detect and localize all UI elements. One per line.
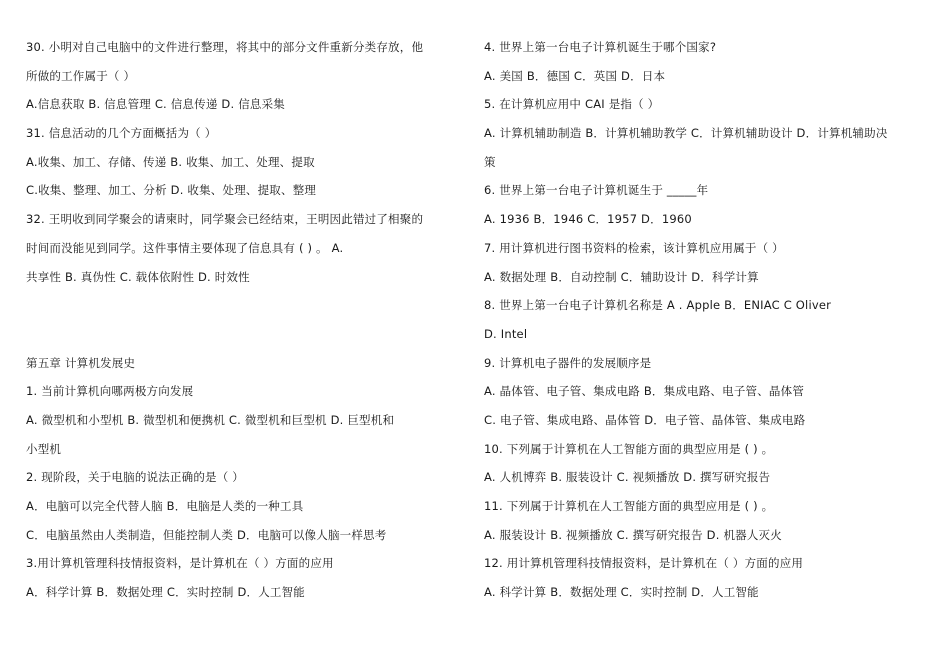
text-line: A．科学计算 B．数据处理 C．实时控制 D．人工智能 — [26, 585, 306, 600]
text-line: 4. 世界上第一台电子计算机诞生于哪个国家? — [484, 40, 717, 54]
text-line: 10. 下列属于计算机在人工智能方面的典型应用是 ( ) 。 — [484, 441, 774, 456]
text-line: 小型机 — [26, 441, 62, 456]
text-line: 31. 信息活动的几个方面概括为（ ） — [26, 126, 217, 141]
text-line: 30. 小明对自己电脑中的文件进行整理，将其中的部分文件重新分类存放，他 — [26, 40, 424, 54]
text-line: 2. 现阶段，关于电脑的说法正确的是（ ） — [26, 470, 244, 485]
text-line: A. 人机博弈 B. 服装设计 C. 视频播放 D. 撰写研究报告 — [484, 470, 771, 485]
text-line: A.收集、加工、存储、传递 B. 收集、加工、处理、提取 — [26, 154, 315, 169]
text-line: A. 计算机辅助制造 B．计算机辅助教学 C．计算机辅助设计 D．计算机辅助决 — [484, 126, 888, 141]
text-line: 1. 当前计算机向哪两极方向发展 — [26, 384, 194, 399]
text-line: 32. 王明收到同学聚会的请柬时，同学聚会已经结束，王明因此错过了相聚的 — [26, 212, 424, 227]
text-line: A. 美国 B．德国 C．英国 D．日本 — [484, 68, 666, 83]
left-column — [26, 33, 466, 607]
text-line: A．电脑可以完全代替人脑 B．电脑是人类的一种工具 — [26, 499, 304, 513]
text-line: 时间而没能见到同学。这件事情主要体现了信息具有 ( ) 。 A. — [26, 240, 344, 255]
text-line: 11. 下列属于计算机在人工智能方面的典型应用是 ( ) 。 — [484, 499, 774, 513]
text-line: A. 数据处理 B．自动控制 C．辅助设计 D．科学计算 — [484, 269, 759, 284]
blank-line — [26, 320, 466, 349]
text-line: D. Intel — [484, 326, 528, 341]
text-line: 12. 用计算机管理科技情报资料，是计算机在（ ）方面的应用 — [484, 556, 804, 571]
text-line: A. 服装设计 B. 视频播放 C. 撰写研究报告 D. 机器人灭火 — [484, 527, 782, 542]
text-line: A. 科学计算 B．数据处理 C．实时控制 D．人工智能 — [484, 585, 759, 600]
text-line: 共享性 B. 真伪性 C. 载体依附性 D. 时效性 — [26, 269, 250, 284]
text-line: 5. 在计算机应用中 CAI 是指（ ） — [484, 97, 660, 112]
text-line: 9. 计算机电子器件的发展顺序是 — [484, 355, 652, 370]
text-line: A. 微型机和小型机 B. 微型机和便携机 C. 微型机和巨型机 D. 巨型机和 — [26, 412, 395, 427]
text-line: A. 1936 B．1946 C．1957 D．1960 — [484, 212, 692, 227]
text-line: C．电脑虽然由人类制造，但能控制人类 D．电脑可以像人脑一样思考 — [26, 527, 387, 542]
text-line: A. 晶体管、电子管、集成电路 B．集成电路、电子管、晶体管 — [484, 384, 805, 399]
text-line: 3.用计算机管理科技情报资料，是计算机在（ ）方面的应用 — [26, 556, 334, 571]
text-line: 7. 用计算机进行图书资料的检索，该计算机应用属于（ ） — [484, 240, 784, 255]
right-column — [484, 33, 924, 607]
text-line: C. 电子管、集成电路、晶体管 D．电子管、晶体管、集成电路 — [484, 412, 806, 427]
text-line: 8. 世界上第一台电子计算机名称是 A . Apple B．ENIAC C Oliver — [484, 298, 832, 313]
text-line: 所做的工作属于（ ） — [26, 68, 136, 83]
text-line: C.收集、整理、加工、分析 D. 收集、处理、提取、整理 — [26, 183, 317, 198]
text-line: 策 — [484, 154, 496, 169]
chapter-heading: 第五章 计算机发展史 — [26, 355, 136, 370]
blank-line — [26, 291, 466, 320]
text-line: 6. 世界上第一台电子计算机诞生于 _____年 — [484, 183, 709, 198]
text-line: A.信息获取 B. 信息管理 C. 信息传递 D. 信息采集 — [26, 97, 285, 112]
